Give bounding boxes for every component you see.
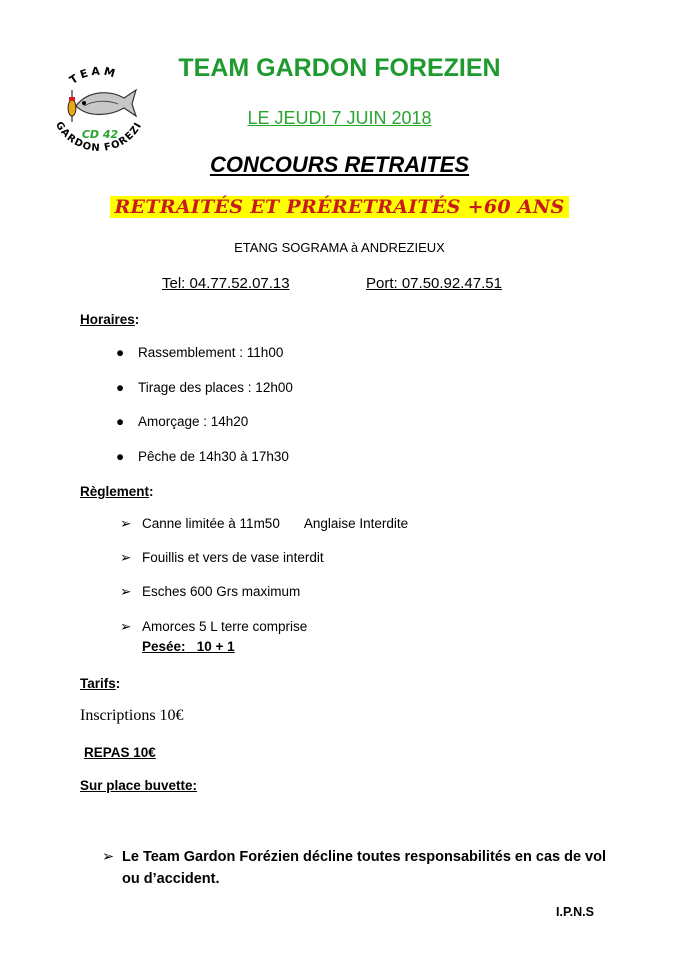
disclaimer	[102, 846, 622, 890]
mobile-number: Port: 07.50.92.47.51	[366, 275, 502, 292]
list-item	[120, 584, 300, 600]
subtitle-banner	[0, 196, 679, 218]
list-item-text: Rassemblement : 11h00	[138, 345, 284, 360]
bullet-icon: ●	[116, 380, 125, 395]
list-item	[120, 619, 307, 635]
list-item	[116, 380, 293, 395]
inscriptions-price: Inscriptions 10€	[80, 707, 184, 724]
bullet-icon: ●	[116, 449, 125, 464]
list-item-text: Pêche de 14h30 à 17h30	[138, 449, 289, 464]
list-item-text: Canne limitée à 11m50	[142, 516, 280, 531]
event-name-text: CONCOURS RETRAITES	[209, 152, 470, 177]
list-item	[120, 516, 408, 532]
list-item	[116, 414, 248, 429]
pesee	[142, 639, 235, 654]
bullet-icon: ●	[116, 414, 125, 429]
repas-price: REPAS 10€	[84, 745, 156, 760]
arrow-bullet-icon: ➢	[102, 849, 115, 865]
arrow-bullet-icon: ➢	[120, 550, 132, 565]
list-item-text: Esches 600 Grs maximum	[142, 584, 301, 599]
list-item-text: Amorces 5 L terre comprise	[142, 619, 308, 634]
subtitle-text: RETRAITÉS ET PRÉRETRAITÉS +60 ANS	[110, 196, 568, 218]
logo-top-text: TEAM	[67, 64, 120, 87]
reglement-label: Règlement	[80, 484, 150, 499]
disclaimer-text: Le Team Gardon Forézien décline toutes responsabilités en cas de vol ou d’accident.	[122, 849, 607, 887]
list-item	[120, 550, 324, 566]
arrow-bullet-icon: ➢	[120, 584, 132, 599]
list-item-extra: Anglaise Interdite	[303, 516, 409, 531]
list-item-text: Tirage des places : 12h00	[138, 380, 293, 395]
phone-number: Tel: 04.77.52.07.13	[162, 275, 290, 292]
pesee-text: Pesée: 10 + 1	[142, 639, 235, 654]
logo-bottom-text: GARDON FOREZI	[52, 119, 145, 155]
tarifs-label: Tarifs	[80, 676, 116, 691]
event-name	[0, 152, 679, 178]
reglement-heading: Règlement:	[80, 484, 154, 499]
venue: ETANG SOGRAMA à ANDREZIEUX	[234, 240, 445, 255]
horaires-heading: Horaires:	[80, 312, 140, 327]
logo-center-text: CD 42	[81, 128, 119, 141]
arrow-bullet-icon: ➢	[120, 516, 132, 531]
bullet-icon: ●	[116, 345, 125, 360]
arrow-bullet-icon: ➢	[120, 619, 132, 634]
page-title: TEAM GARDON FOREZIEN	[178, 54, 501, 82]
ipns-mark: I.P.N.S	[556, 905, 594, 919]
tarifs-heading: Tarifs:	[80, 676, 121, 691]
list-item-text: Amorçage : 14h20	[138, 414, 249, 429]
event-date: LE JEUDI 7 JUIN 2018	[247, 108, 432, 128]
list-item-text: Fouillis et vers de vase interdit	[142, 550, 324, 565]
list-item	[116, 345, 283, 360]
horaires-label: Horaires	[80, 312, 135, 327]
list-item	[116, 449, 289, 464]
buvette-label: Sur place buvette:	[80, 778, 198, 793]
